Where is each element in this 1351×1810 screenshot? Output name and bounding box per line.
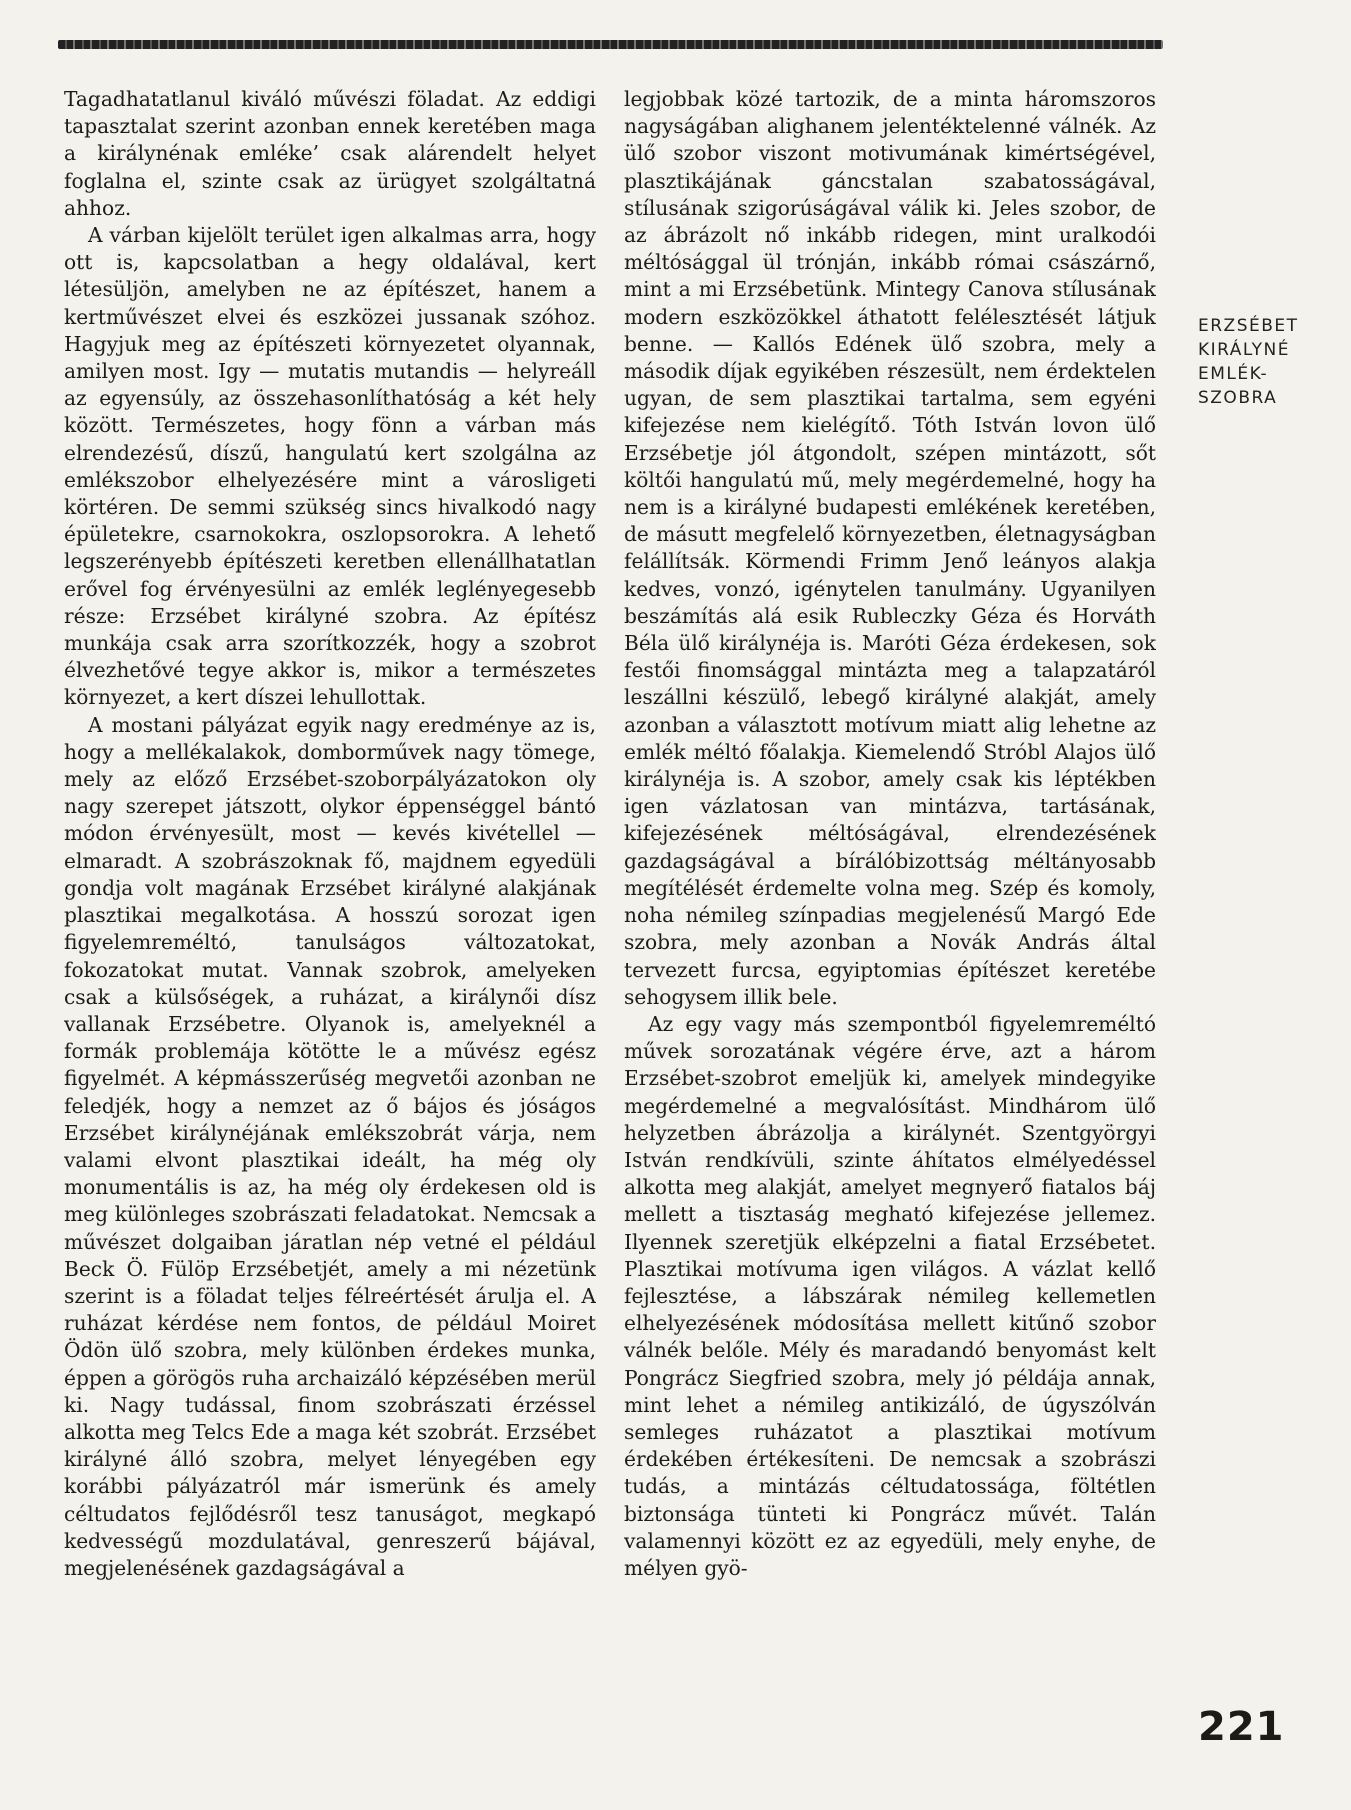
margin-heading-line-1: ERZSÉBET xyxy=(1198,316,1299,336)
right-paragraph-2: Az egy vagy más szempontból figyelemreméltó művek sorozatának végére érve, azt a három Erzsébet-szobrot emeljük ki, amelyek mindegyike megérdemelné a megvalósítást. Mindhárom ülő helyzetben ábrázolja a királynét. Szentgyörgyi István rendkívüli, szinte áhítatos elmélyedéssel alkotta meg alakját, amelyet megnyerő fiatalos báj mellett a tisztaság megható kifejezése jellemez. Ilyennek szeretjük elképzelni a fiatal Erzsébetet. Plasztikai motívuma igen világos. A vázlat kellő fejlesztése, a lábszárak némileg kellemetlen elhelyezésének módosítása mellett kitűnő szobor válnék belőle. Mély és maradandó benyomást kelt Pongrácz Siegfried szobra, mely jó példája annak, mint lehet a némileg antikizáló, de úgyszólván semleges ruházatot a plasztikai motívum érdekében értékesíteni. De nemcsak a szobrászi tudás, a mintázás céltudatossága, föltétlen biztonsága tünteti ki Pongrácz művét. Talán valamennyi között ez az egyedüli, mely enyhe, de mélyen gyö- xyxy=(624,1011,1156,1580)
left-paragraph-2: A várban kijelölt terület igen alkalmas arra, hogy ott is, kapcsolatban a hegy oldalával, kert létesüljön, amelyben ne az építészet, hanem a kertművészet elvei és eszközei jussanak szóhoz. Hagyjuk meg az építészeti környezetet olyannak, amilyen most. Igy — mutatis mutandis — helyreáll az egyensúly, az összehasonlíthatóság a két hely között. Természetes, hogy fönn a várban más elrendezésű, díszű, hangulatú kert szolgálna az emlékszobor elhelyezésére mint a városligeti körtéren. De semmi szükség sincs hivalkodó nagy épületekre, csarnokokra, oszlopsorokra. A lehető legszerényebb építészeti keretben ellenállhatatlan erővel fog érvényesülni az emlék leglényegesebb része: Erzsébet királyné szobra. Az építész munkája csak arra szorítkozzék, hogy a szobrot élvezhetővé tegye akkor is, mikor a természetes környezet, a kert díszei lehullottak. xyxy=(64,223,596,710)
ornamental-top-rule xyxy=(58,40,1163,49)
margin-heading-line-2: KIRÁLYNÉ xyxy=(1198,340,1290,360)
page-number: 221 xyxy=(1198,1704,1285,1750)
right-text-column xyxy=(624,86,1156,1766)
left-paragraph-3: A mostani pályázat egyik nagy eredménye az is, hogy a mellékalakok, domborművek nagy tömege, mely az előző Erzsébet-szoborpályázatokon oly nagy szerepet játszott, olykor éppenséggel bántó módon érvényesült, most — kevés kivétellel — elmaradt. A szobrászoknak fő, majdnem egyedüli gondja volt magának Erzsébet királyné alakjának plasztikai megalkotása. A hosszú sorozat igen figyelemreméltó, tanulságos változatokat, fokozatokat mutat. Vannak szobrok, amelyeken csak a külsőségek, a ruházat, a királynői dísz vallanak Erzsébetre. Olyanok is, amelyeknél a formák problemája kötötte le a művész egész figyelmét. A képmásszerűség megvetői azonban ne feledjék, hogy a nemzet az ő bájos és jóságos Erzsébet királynéjának emlékszobrát várja, nem valami elvont plasztikai ideált, ha még oly monumentális is az, ha még oly érdekesen old is meg különleges szobrászati feladatokat. Nemcsak a művészet dolgaiban járatlan nép vetné el például Beck Ö. Fülöp Erzsébetjét, amely a mi nézetünk szerint is a föladat teljes félreértését árulja el. A ruházat kérdése nem fontos, de például Moiret Ödön ülő szobra, mely különben érdekes munka, éppen a görögös ruha archaizáló képzésében merül ki. Nagy tudással, finom szobrászati érzéssel alkotta meg Telcs Ede a maga két szobrát. Erzsébet királyné álló szobra, melyet lényegében egy korábbi pályázatról már ismerünk és amely céltudatos fejlődésről tesz tanuságot, megkapó kedvességű mozdulatával, genreszerű bájával, megjelenésének gazdagságával a xyxy=(64,712,596,1580)
left-paragraph-1: Tagadhatatlanul kiváló művészi föladat. Az eddigi tapasztalat szerint azonban ennek keretében maga a királynénak emléke’ csak alárendelt helyet foglalna el, szinte csak az ürügyet szolgáltatná ahhoz. xyxy=(64,87,596,220)
margin-heading-line-3: EMLÉK- xyxy=(1198,364,1269,384)
left-text-column xyxy=(64,86,596,1766)
margin-heading xyxy=(1198,314,1338,410)
margin-heading-line-4: SZOBRA xyxy=(1198,388,1278,408)
right-paragraph-1: legjobbak közé tartozik, de a minta háromszoros nagyságában alighanem jelentéktelenné válnék. Az ülő szobor viszont motivumának kimértségével, plasztikájának gáncstalan szabatosságával, stílusának szigorúságával válik ki. Jeles szobor, de az ábrázolt nő inkább ridegen, mint uralkodói méltósággal ül trónján, inkább római császárnő, mint a mi Erzsébetünk. Mintegy Canova stílusának modern eszközökkel áthatott felélesztését látjuk benne. — Kallós Edének ülő szobra, mely a második díjak egyikében részesült, nem érdektelen ugyan, de sem plasztikai tartalma, sem egyéni kifejezése nem kielégítő. Tóth István lovon ülő Erzsébetje jól átgondolt, szépen mintázott, sőt költői hangulatú mű, mely megérdemelné, hogy ha nem is a királyné budapesti emlékének keretében, de másutt megfelelő környezetben, életnagyságban felállítsák. Körmendi Frimm Jenő leányos alakja kedves, vonzó, igénytelen tanulmány. Ugyanilyen beszámítás alá esik Rubleczky Géza és Horváth Béla ülő királynéja is. Maróti Géza érdekesen, sok festői finomsággal mintázta meg a talapzatáról leszállni készülő, lebegő királyné alakját, amely azonban a választott motívum miatt alig lehetne az emlék méltó főalakja. Kiemelendő Stróbl Alajos ülő királynéja is. A szobor, amely csak kis léptékben igen vázlatosan van mintázva, tartásának, kifejezésének méltóságával, elrendezésének gazdagságával a bírálóbizottság méltányosabb megítélését érdemelte volna meg. Szép és komoly, noha némileg színpadias megjelenésű Margó Ede szobra, mely azonban a Novák András által tervezett furcsa, egyiptomias építészet keretébe sehogysem illik bele. xyxy=(624,87,1156,1009)
